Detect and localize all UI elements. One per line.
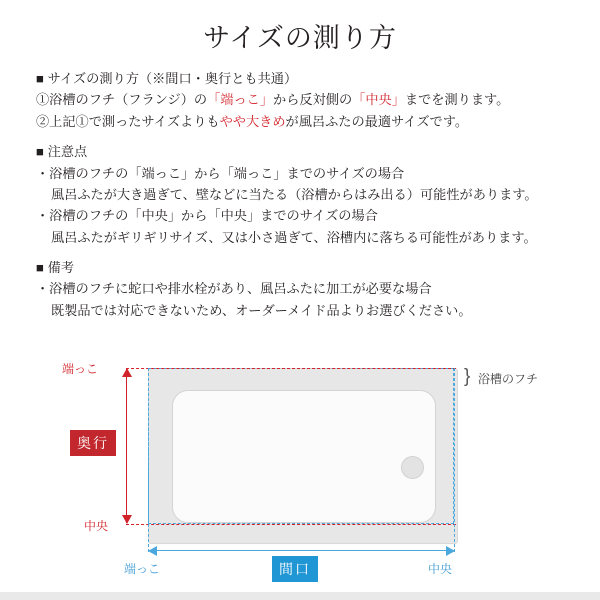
caution-heading: ■ 注意点 (36, 144, 88, 160)
label-edge-bottom-left: 端っこ (124, 562, 161, 576)
label-center-left: 中央 (84, 519, 109, 533)
note-heading: ■ 備考 (36, 260, 75, 275)
page-title: サイズの測り方 (203, 23, 397, 53)
howto-line2-emphasis: やや大きめ (219, 113, 286, 129)
note-item-1: ・浴槽のフチに蛇口や排水栓があり、風呂ふたに加工が必要な場合 (36, 281, 432, 297)
howto-line-1 (36, 89, 576, 110)
caution-item-2: ・浴槽のフチの「中央」から「中央」までのサイズの場合 (36, 208, 378, 224)
howto-line1-center-term: 「中央」 (352, 92, 405, 108)
caution-item-2-detail: 風呂ふたがギリギリサイズ、又は小さ過ぎて、浴槽内に落ちる可能性があります。 (51, 229, 537, 245)
howto-heading: ■ サイズの測り方（※間口・奥行とも共通） (36, 71, 298, 86)
guide-line-right (454, 368, 455, 552)
bathtub-diagram (0, 352, 600, 600)
footer-band (0, 592, 600, 600)
howto-line1-edge-term: 「端っこ」 (207, 92, 274, 108)
badge-depth: 奥行 (70, 430, 116, 456)
howto-line2-part-a: ②上記①で測ったサイズよりも (36, 113, 220, 129)
howto-line2-part-c: が風呂ふたの最適サイズです。 (285, 113, 469, 129)
howto-line-2 (36, 111, 576, 132)
spacer-1 (36, 132, 576, 141)
howto-line1-part-e: までを測ります。 (404, 92, 510, 108)
spacer-2 (36, 248, 576, 257)
caution-item-1: ・浴槽のフチの「端っこ」から「端っこ」までのサイズの場合 (36, 165, 405, 181)
guide-line-top (126, 368, 456, 369)
flange-label: 浴槽のフチ (478, 372, 539, 386)
badge-width: 間口 (272, 556, 318, 582)
explanation-text (36, 68, 576, 321)
label-edge-top-left: 端っこ (62, 362, 99, 376)
caution-item-1-detail: 風呂ふたが大き過ぎて、壁などに当たる（浴槽からはみ出る）可能性があります。 (51, 186, 538, 202)
depth-measure-arrow (126, 369, 127, 523)
measurement-area-outline (148, 368, 454, 524)
howto-line1-part-c: から反対側の (273, 92, 353, 108)
howto-line1-part-a: ①浴槽のフチ（フランジ）の (36, 92, 208, 108)
guide-line-bottom (126, 524, 456, 525)
note-item-1-detail: 既製品では対応できないため、オーダーメイド品よりお選びください。 (51, 302, 472, 318)
flange-brace: } (464, 366, 471, 387)
width-measure-arrow (149, 550, 454, 551)
guide-line-left (148, 368, 149, 552)
label-center-bottom-right: 中央 (428, 562, 453, 576)
